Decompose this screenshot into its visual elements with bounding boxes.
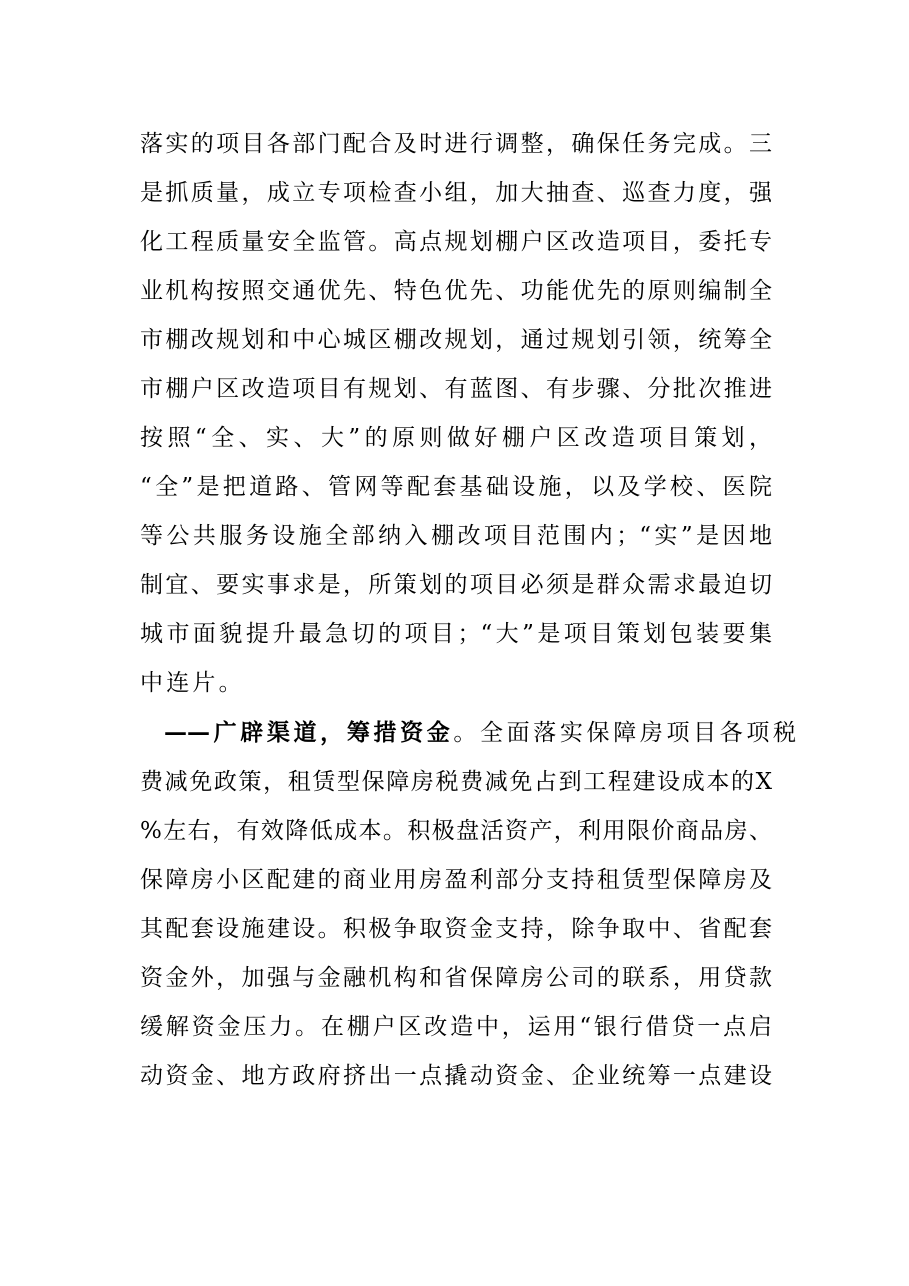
text-line: 城市面貌提升最急切的项目；“大”是项目策划包装要集 [140,621,772,647]
text-line: “全”是把道路、管网等配套基础设施，以及学校、医院 [140,474,772,500]
paragraph-heading-line [164,713,796,753]
section-heading: ——广辟渠道，筹措资金 [164,719,454,746]
text-line: 是抓质量，成立专项检查小组，加大抽查、巡查力度，强 [140,180,772,206]
text-line: 等公共服务设施全部纳入棚改项目范围内；“实”是因地 [140,523,772,549]
text-line: 缓解资金压力。在棚户区改造中，运用“银行借贷一点启 [140,1014,772,1040]
text-line: 资金外，加强与金融机构和省保障房公司的联系，用贷款 [140,965,772,991]
text-line: 市棚改规划和中心城区棚改规划，通过规划引领，统筹全 [140,327,772,353]
text-line: 其配套设施建设。积极争取资金支持，除争取中、省配套 [140,916,772,942]
text-line: 业机构按照交通优先、特色优先、功能优先的原则编制全 [140,278,772,304]
text-line: 保障房小区配建的商业用房盈利部分支持租赁型保障房及 [140,867,772,893]
text-line: 落实的项目各部门配合及时进行调整，确保任务完成。三 [140,131,772,157]
text-line: 动资金、地方政府挤出一点撬动资金、企业统筹一点建设 [140,1063,772,1089]
heading-tail-text: 。全面落实保障房项目各项税 [453,720,797,746]
text-line: 中连片。 [140,670,245,696]
text-line: 费减免政策，租赁型保障房税费减免占到工程建设成本的X [140,769,772,795]
text-line: 市棚户区改造项目有规划、有蓝图、有步骤、分批次推进 [140,376,772,402]
text-line: %左右，有效降低成本。积极盘活资产，利用限价商品房、 [140,818,772,844]
text-line: 化工程质量安全监管。高点规划棚户区改造项目，委托专 [140,229,772,255]
text-line: 按照“全、实、大”的原则做好棚户区改造项目策划， [140,425,772,451]
text-line: 制宜、要实事求是，所策划的项目必须是群众需求最迫切 [140,572,772,598]
